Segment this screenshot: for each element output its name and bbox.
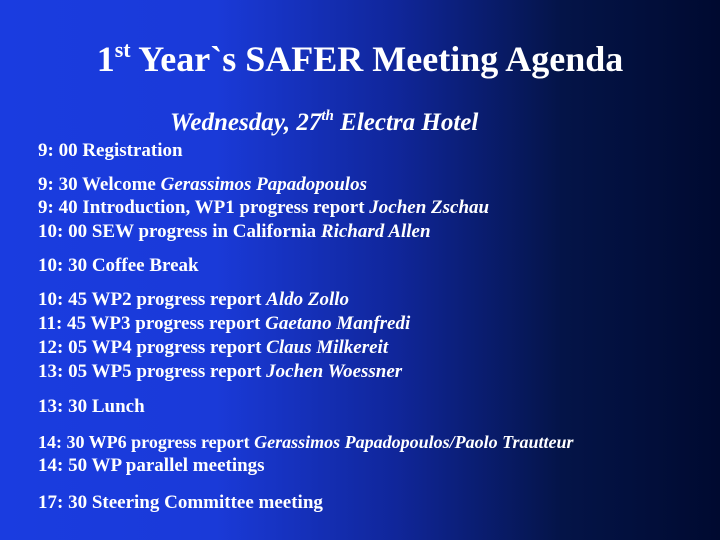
agenda-item: 11: 45 WP3 progress report Gaetano Manfredi [38,313,411,334]
agenda-item: 17: 30 Steering Committee meeting [38,492,323,513]
agenda-item: 10: 30 Coffee Break [38,255,199,276]
agenda-item: 10: 00 SEW progress in California Richard Allen [38,221,431,242]
subtitle-venue: Electra Hotel [333,109,479,136]
subtitle-date: Wednesday, 27 [170,109,322,136]
agenda-item: 14: 50 WP parallel meetings [38,455,265,476]
agenda-item: 14: 30 WP6 progress report Gerassimos Papadopoulos/Paolo Trautteur [38,432,574,452]
agenda-item: 13: 05 WP5 progress report Jochen Woessner [38,361,403,382]
title-text: Year`s SAFER Meeting Agenda [130,39,624,79]
agenda-item: 13: 30 Lunch [38,396,145,417]
subtitle-ordinal: th [321,108,334,124]
agenda-item: 12: 05 WP4 progress report Claus Milkereit [38,337,389,358]
page-title [0,24,720,85]
title-number: 1 [96,39,115,79]
agenda-item: 9: 00 Registration [38,140,183,161]
agenda-item: 9: 40 Introduction, WP1 progress report Jochen Zschau [38,197,490,218]
agenda-item: 10: 45 WP2 progress report Aldo Zollo [38,289,350,310]
subtitle [170,100,478,139]
agenda-item: 9: 30 Welcome Gerassimos Papadopoulos [38,174,367,195]
title-ordinal: st [114,37,131,62]
